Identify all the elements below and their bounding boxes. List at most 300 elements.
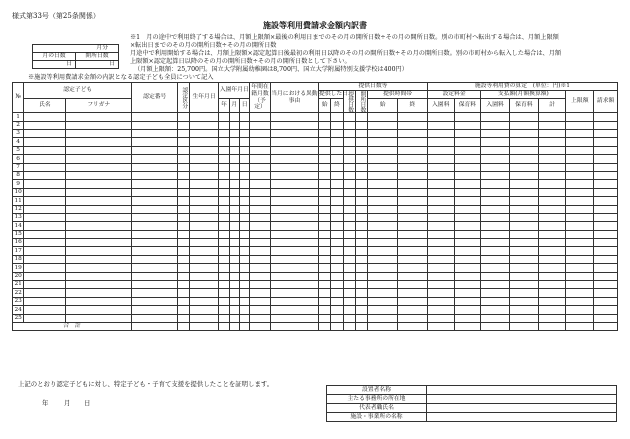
table-cell[interactable]	[538, 146, 566, 154]
table-cell[interactable]	[270, 239, 318, 247]
table-cell[interactable]	[250, 129, 271, 137]
table-cell[interactable]	[427, 121, 454, 129]
table-cell[interactable]	[250, 314, 271, 322]
table-cell[interactable]	[189, 129, 219, 137]
table-cell[interactable]	[427, 129, 454, 137]
table-cell[interactable]	[270, 230, 318, 238]
table-cell[interactable]	[132, 289, 178, 297]
table-cell[interactable]	[454, 289, 481, 297]
table-cell[interactable]	[239, 171, 249, 179]
table-cell[interactable]	[481, 230, 510, 238]
table-cell[interactable]	[66, 230, 132, 238]
table-cell[interactable]	[594, 188, 618, 196]
table-cell[interactable]	[510, 138, 539, 146]
table-cell[interactable]	[319, 121, 331, 129]
table-cell[interactable]	[454, 146, 481, 154]
table-cell[interactable]	[250, 171, 271, 179]
table-cell[interactable]	[24, 289, 66, 297]
table-cell[interactable]	[538, 205, 566, 213]
table-cell[interactable]	[189, 205, 219, 213]
table-cell[interactable]	[481, 146, 510, 154]
table-cell[interactable]	[343, 121, 355, 129]
table-cell[interactable]	[368, 239, 398, 247]
table-cell[interactable]	[343, 129, 355, 137]
table-cell[interactable]	[250, 297, 271, 305]
table-cell[interactable]	[331, 155, 343, 163]
table-cell[interactable]	[250, 222, 271, 230]
table-cell[interactable]	[239, 155, 249, 163]
table-cell[interactable]	[66, 197, 132, 205]
table-cell[interactable]	[24, 197, 66, 205]
table-cell[interactable]	[66, 281, 132, 289]
table-cell[interactable]	[538, 171, 566, 179]
table-cell[interactable]	[331, 188, 343, 196]
table-cell[interactable]	[566, 289, 594, 297]
table-cell[interactable]	[510, 171, 539, 179]
table-cell[interactable]	[454, 213, 481, 221]
table-cell[interactable]	[538, 297, 566, 305]
table-cell[interactable]	[229, 213, 239, 221]
table-cell[interactable]	[398, 255, 428, 263]
table-cell[interactable]	[270, 222, 318, 230]
table-cell[interactable]	[319, 138, 331, 146]
table-cell[interactable]	[343, 213, 355, 221]
table-cell[interactable]	[538, 239, 566, 247]
table-cell[interactable]	[319, 180, 331, 188]
table-cell[interactable]	[594, 180, 618, 188]
table-cell[interactable]	[594, 171, 618, 179]
table-cell[interactable]	[454, 264, 481, 272]
table-cell[interactable]	[250, 272, 271, 280]
table-cell[interactable]	[594, 163, 618, 171]
table-cell[interactable]	[239, 205, 249, 213]
table-cell[interactable]	[481, 222, 510, 230]
table-cell[interactable]	[454, 230, 481, 238]
table-cell[interactable]	[510, 163, 539, 171]
table-cell[interactable]	[343, 230, 355, 238]
table-cell[interactable]	[132, 297, 178, 305]
table-cell[interactable]	[219, 113, 229, 121]
table-cell[interactable]	[178, 222, 189, 230]
table-cell[interactable]	[355, 281, 367, 289]
table-cell[interactable]	[319, 129, 331, 137]
table-cell[interactable]	[178, 230, 189, 238]
table-cell[interactable]	[66, 180, 132, 188]
table-cell[interactable]	[229, 155, 239, 163]
table-cell[interactable]	[538, 314, 566, 322]
table-cell[interactable]	[481, 113, 510, 121]
table-cell[interactable]	[178, 146, 189, 154]
table-cell[interactable]	[270, 272, 318, 280]
table-cell[interactable]	[510, 230, 539, 238]
table-cell[interactable]	[66, 247, 132, 255]
table-cell[interactable]	[270, 205, 318, 213]
table-cell[interactable]	[331, 239, 343, 247]
table-cell[interactable]	[189, 113, 219, 121]
table-cell[interactable]	[510, 281, 539, 289]
table-cell[interactable]	[343, 306, 355, 314]
table-cell[interactable]	[481, 272, 510, 280]
table-cell[interactable]	[250, 306, 271, 314]
table-cell[interactable]	[538, 155, 566, 163]
table-cell[interactable]	[368, 247, 398, 255]
table-cell[interactable]	[343, 146, 355, 154]
table-cell[interactable]	[66, 289, 132, 297]
table-cell[interactable]	[189, 314, 219, 322]
table-cell[interactable]	[343, 239, 355, 247]
table-cell[interactable]	[319, 205, 331, 213]
table-cell[interactable]	[398, 188, 428, 196]
table-cell[interactable]	[219, 197, 229, 205]
table-cell[interactable]	[427, 306, 454, 314]
table-cell[interactable]	[331, 306, 343, 314]
table-cell[interactable]	[219, 281, 229, 289]
table-cell[interactable]	[454, 180, 481, 188]
table-cell[interactable]	[331, 314, 343, 322]
table-cell[interactable]	[481, 247, 510, 255]
table-cell[interactable]	[319, 230, 331, 238]
table-cell[interactable]	[454, 163, 481, 171]
table-cell[interactable]	[229, 314, 239, 322]
table-cell[interactable]	[355, 272, 367, 280]
table-cell[interactable]	[481, 129, 510, 137]
table-cell[interactable]	[319, 239, 331, 247]
table-cell[interactable]	[319, 314, 331, 322]
table-cell[interactable]	[132, 281, 178, 289]
table-cell[interactable]	[239, 297, 249, 305]
table-cell[interactable]	[331, 138, 343, 146]
table-cell[interactable]	[239, 222, 249, 230]
table-cell[interactable]	[398, 146, 428, 154]
table-cell[interactable]	[538, 272, 566, 280]
table-cell[interactable]	[566, 297, 594, 305]
table-cell[interactable]	[355, 138, 367, 146]
table-cell[interactable]	[239, 314, 249, 322]
table-cell[interactable]	[229, 113, 239, 121]
table-cell[interactable]	[24, 138, 66, 146]
table-cell[interactable]	[132, 138, 178, 146]
table-cell[interactable]	[368, 314, 398, 322]
table-cell[interactable]	[219, 222, 229, 230]
table-cell[interactable]	[331, 247, 343, 255]
table-cell[interactable]	[66, 297, 132, 305]
table-cell[interactable]	[239, 289, 249, 297]
table-cell[interactable]	[355, 205, 367, 213]
table-cell[interactable]	[189, 247, 219, 255]
table-cell[interactable]	[454, 129, 481, 137]
table-cell[interactable]	[368, 197, 398, 205]
table-cell[interactable]	[594, 297, 618, 305]
table-cell[interactable]	[178, 188, 189, 196]
table-cell[interactable]	[331, 213, 343, 221]
table-cell[interactable]	[219, 230, 229, 238]
table-cell[interactable]	[398, 113, 428, 121]
table-cell[interactable]	[229, 121, 239, 129]
table-cell[interactable]	[189, 289, 219, 297]
table-cell[interactable]	[510, 239, 539, 247]
table-cell[interactable]	[229, 138, 239, 146]
table-cell[interactable]	[331, 281, 343, 289]
table-cell[interactable]	[189, 213, 219, 221]
table-cell[interactable]	[66, 222, 132, 230]
table-cell[interactable]	[398, 213, 428, 221]
table-cell[interactable]	[427, 163, 454, 171]
table-cell[interactable]	[270, 306, 318, 314]
table-cell[interactable]	[66, 314, 132, 322]
table-cell[interactable]	[427, 247, 454, 255]
table-cell[interactable]	[219, 163, 229, 171]
table-cell[interactable]	[178, 121, 189, 129]
table-cell[interactable]	[319, 171, 331, 179]
table-cell[interactable]	[566, 314, 594, 322]
table-cell[interactable]	[566, 264, 594, 272]
opening-days-field[interactable]: 日	[76, 61, 119, 69]
table-cell[interactable]	[132, 205, 178, 213]
table-cell[interactable]	[319, 197, 331, 205]
table-cell[interactable]	[355, 297, 367, 305]
table-cell[interactable]	[219, 306, 229, 314]
table-cell[interactable]	[250, 205, 271, 213]
table-cell[interactable]	[189, 255, 219, 263]
table-cell[interactable]	[229, 197, 239, 205]
table-cell[interactable]	[481, 289, 510, 297]
table-cell[interactable]	[239, 247, 249, 255]
table-cell[interactable]	[481, 213, 510, 221]
table-cell[interactable]	[454, 297, 481, 305]
table-cell[interactable]	[368, 222, 398, 230]
table-cell[interactable]	[66, 121, 132, 129]
table-cell[interactable]	[132, 163, 178, 171]
table-cell[interactable]	[239, 230, 249, 238]
table-cell[interactable]	[538, 264, 566, 272]
table-cell[interactable]	[355, 113, 367, 121]
table-cell[interactable]	[427, 138, 454, 146]
table-cell[interactable]	[319, 222, 331, 230]
table-cell[interactable]	[355, 180, 367, 188]
table-cell[interactable]	[594, 222, 618, 230]
table-cell[interactable]	[250, 255, 271, 263]
table-cell[interactable]	[343, 255, 355, 263]
table-cell[interactable]	[343, 222, 355, 230]
table-cell[interactable]	[219, 180, 229, 188]
table-cell[interactable]	[510, 272, 539, 280]
table-cell[interactable]	[229, 272, 239, 280]
table-cell[interactable]	[510, 314, 539, 322]
table-cell[interactable]	[270, 180, 318, 188]
table-cell[interactable]	[343, 264, 355, 272]
facility-name-field[interactable]	[427, 413, 617, 422]
table-cell[interactable]	[178, 138, 189, 146]
table-cell[interactable]	[66, 264, 132, 272]
office-address-field[interactable]	[427, 395, 617, 404]
table-cell[interactable]	[66, 255, 132, 263]
table-cell[interactable]	[24, 306, 66, 314]
table-cell[interactable]	[368, 289, 398, 297]
table-cell[interactable]	[270, 171, 318, 179]
table-cell[interactable]	[398, 264, 428, 272]
table-cell[interactable]	[189, 180, 219, 188]
table-cell[interactable]	[229, 255, 239, 263]
table-cell[interactable]	[427, 230, 454, 238]
table-cell[interactable]	[24, 121, 66, 129]
table-cell[interactable]	[566, 188, 594, 196]
table-cell[interactable]	[239, 255, 249, 263]
table-cell[interactable]	[594, 289, 618, 297]
table-cell[interactable]	[538, 247, 566, 255]
table-cell[interactable]	[398, 281, 428, 289]
table-cell[interactable]	[219, 247, 229, 255]
table-cell[interactable]	[24, 205, 66, 213]
table-cell[interactable]	[178, 205, 189, 213]
table-cell[interactable]	[250, 121, 271, 129]
table-cell[interactable]	[510, 289, 539, 297]
table-cell[interactable]	[178, 197, 189, 205]
table-cell[interactable]	[250, 264, 271, 272]
table-cell[interactable]	[270, 213, 318, 221]
table-cell[interactable]	[239, 180, 249, 188]
table-cell[interactable]	[219, 314, 229, 322]
table-cell[interactable]	[178, 155, 189, 163]
table-cell[interactable]	[250, 247, 271, 255]
table-cell[interactable]	[343, 314, 355, 322]
table-cell[interactable]	[427, 239, 454, 247]
table-cell[interactable]	[189, 222, 219, 230]
table-cell[interactable]	[239, 239, 249, 247]
table-cell[interactable]	[368, 146, 398, 154]
table-cell[interactable]	[219, 239, 229, 247]
table-cell[interactable]	[510, 197, 539, 205]
table-cell[interactable]	[66, 163, 132, 171]
table-cell[interactable]	[510, 213, 539, 221]
table-cell[interactable]	[398, 205, 428, 213]
table-cell[interactable]	[229, 239, 239, 247]
table-cell[interactable]	[355, 188, 367, 196]
table-cell[interactable]	[331, 197, 343, 205]
table-cell[interactable]	[239, 213, 249, 221]
table-cell[interactable]	[368, 264, 398, 272]
table-cell[interactable]	[66, 138, 132, 146]
table-cell[interactable]	[319, 264, 331, 272]
table-cell[interactable]	[594, 247, 618, 255]
table-cell[interactable]	[454, 255, 481, 263]
table-cell[interactable]	[398, 297, 428, 305]
table-cell[interactable]	[398, 121, 428, 129]
table-cell[interactable]	[427, 314, 454, 322]
table-cell[interactable]	[270, 247, 318, 255]
table-cell[interactable]	[319, 163, 331, 171]
establisher-field[interactable]	[427, 386, 617, 395]
table-cell[interactable]	[398, 129, 428, 137]
table-cell[interactable]	[189, 163, 219, 171]
table-cell[interactable]	[331, 222, 343, 230]
table-cell[interactable]	[24, 255, 66, 263]
table-cell[interactable]	[219, 188, 229, 196]
table-cell[interactable]	[566, 113, 594, 121]
table-cell[interactable]	[355, 314, 367, 322]
table-cell[interactable]	[331, 230, 343, 238]
table-cell[interactable]	[132, 188, 178, 196]
table-cell[interactable]	[454, 188, 481, 196]
table-cell[interactable]	[178, 247, 189, 255]
table-cell[interactable]	[594, 314, 618, 322]
table-cell[interactable]	[481, 121, 510, 129]
table-cell[interactable]	[178, 281, 189, 289]
table-cell[interactable]	[66, 306, 132, 314]
table-cell[interactable]	[398, 197, 428, 205]
table-cell[interactable]	[229, 264, 239, 272]
table-cell[interactable]	[355, 155, 367, 163]
table-cell[interactable]	[566, 146, 594, 154]
table-cell[interactable]	[229, 188, 239, 196]
table-cell[interactable]	[454, 197, 481, 205]
table-cell[interactable]	[594, 281, 618, 289]
table-cell[interactable]	[398, 314, 428, 322]
table-cell[interactable]	[398, 163, 428, 171]
table-cell[interactable]	[510, 121, 539, 129]
representative-field[interactable]	[427, 404, 617, 413]
table-cell[interactable]	[398, 272, 428, 280]
table-cell[interactable]	[331, 289, 343, 297]
table-cell[interactable]	[24, 314, 66, 322]
table-cell[interactable]	[427, 113, 454, 121]
table-cell[interactable]	[132, 113, 178, 121]
table-cell[interactable]	[566, 155, 594, 163]
table-cell[interactable]	[355, 121, 367, 129]
table-cell[interactable]	[454, 306, 481, 314]
table-cell[interactable]	[398, 222, 428, 230]
table-cell[interactable]	[319, 255, 331, 263]
table-cell[interactable]	[566, 222, 594, 230]
table-cell[interactable]	[250, 163, 271, 171]
table-cell[interactable]	[219, 213, 229, 221]
table-cell[interactable]	[594, 138, 618, 146]
table-cell[interactable]	[24, 155, 66, 163]
table-cell[interactable]	[24, 163, 66, 171]
table-cell[interactable]	[427, 155, 454, 163]
table-cell[interactable]	[319, 155, 331, 163]
table-cell[interactable]	[229, 222, 239, 230]
table-cell[interactable]	[427, 297, 454, 305]
table-cell[interactable]	[178, 264, 189, 272]
table-cell[interactable]	[178, 129, 189, 137]
table-cell[interactable]	[250, 281, 271, 289]
table-cell[interactable]	[132, 230, 178, 238]
table-cell[interactable]	[355, 146, 367, 154]
table-cell[interactable]	[270, 129, 318, 137]
table-cell[interactable]	[132, 306, 178, 314]
table-cell[interactable]	[343, 180, 355, 188]
table-cell[interactable]	[566, 306, 594, 314]
table-cell[interactable]	[229, 129, 239, 137]
table-cell[interactable]	[219, 289, 229, 297]
table-cell[interactable]	[398, 289, 428, 297]
table-cell[interactable]	[594, 306, 618, 314]
table-cell[interactable]	[355, 239, 367, 247]
table-cell[interactable]	[250, 230, 271, 238]
table-cell[interactable]	[454, 138, 481, 146]
table-cell[interactable]	[189, 297, 219, 305]
table-cell[interactable]	[343, 297, 355, 305]
table-cell[interactable]	[132, 255, 178, 263]
table-cell[interactable]	[510, 113, 539, 121]
table-cell[interactable]	[398, 171, 428, 179]
table-cell[interactable]	[510, 247, 539, 255]
table-cell[interactable]	[331, 297, 343, 305]
table-cell[interactable]	[481, 297, 510, 305]
table-cell[interactable]	[250, 138, 271, 146]
table-cell[interactable]	[594, 146, 618, 154]
table-cell[interactable]	[66, 155, 132, 163]
